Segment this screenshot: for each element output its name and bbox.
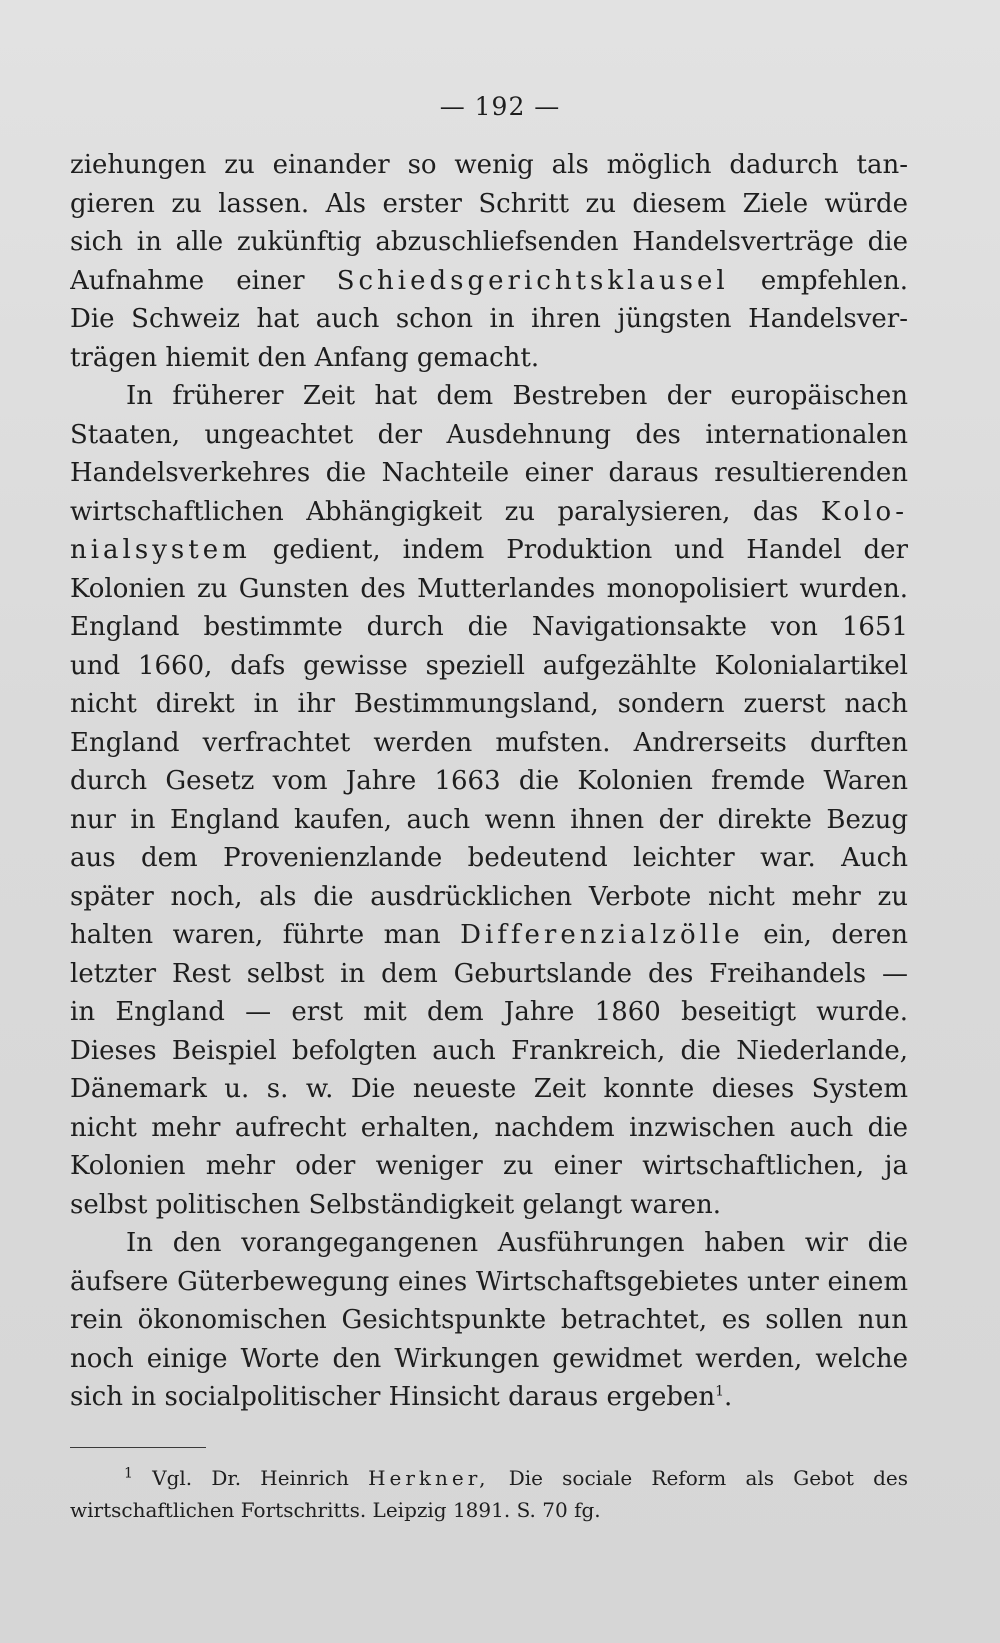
text-line: letzter Rest selbst in dem Geburtslande des Freihandels — <box>70 958 908 989</box>
text-line: Kolonien zu Gunsten des Mutterlandes monopolisiert wurden. <box>70 573 908 604</box>
text-line: Die Schweiz hat auch schon in ihren jüngsten Handelsver- <box>70 304 908 334</box>
text-line: selbst politischen Selbständigkeit gelangt waren. <box>70 1189 721 1220</box>
text-line: ziehungen zu einander so wenig als möglich dadurch tan- <box>70 150 908 180</box>
text-line: Aufnahme einer Schiedsgerichtsklausel empfehlen. <box>70 265 908 296</box>
text-line: Kolonien mehr oder weniger zu einer wirtschaftlichen, ja <box>70 1151 908 1181</box>
text-line: aus dem Provenienzlande bedeutend leichter war. Auch <box>70 843 908 873</box>
text-line: äufsere Güterbewegung eines Wirtschaftsgebietes unter einem <box>70 1266 908 1297</box>
text-line: in England — erst mit dem Jahre 1860 beseitigt wurde. <box>70 997 908 1027</box>
footnote-line: wirtschaftlichen Fortschritts. Leipzig 1891. S. 70 fg. <box>70 1498 601 1522</box>
spaced-term: Kolo- <box>820 496 908 527</box>
spaced-term: Differenzialzölle <box>460 920 744 950</box>
text-line: wirtschaftlichen Abhängigkeit zu paralysieren, das Kolo- <box>70 496 908 527</box>
text-line: nicht mehr aufrecht erhalten, nachdem inzwischen auch die <box>70 1112 908 1143</box>
paragraph-start: In den vorangegangenen Ausführungen haben wir die <box>126 1228 908 1258</box>
page-number: — 192 — <box>439 92 561 121</box>
text-line: rein ökonomischen Gesichtspunkte betrachtet, es sollen nun <box>70 1305 908 1335</box>
text-line: gieren zu lassen. Als erster Schritt zu diesem Ziele würde <box>70 188 908 219</box>
footnote-line: $^1$ Vgl. Dr. Heinrich Herkner, Die sociale Reform als Gebot des <box>124 1465 908 1490</box>
text-line: nur in England kaufen, auch wenn ihnen der direkte Bezug <box>70 804 908 835</box>
footnote <box>70 1462 908 1526</box>
text-line: durch Gesetz vom Jahre 1663 die Kolonien fremde Waren <box>70 766 908 796</box>
text-line: trägen hiemit den Anfang gemacht. <box>70 342 540 373</box>
spaced-term: Schiedsgerichtsklausel <box>336 265 729 296</box>
footnote-marker: 1 <box>124 1465 133 1482</box>
text-line: halten waren, führte man Differenzialzölle ein, deren <box>70 920 908 950</box>
text-line: später noch, als die ausdrücklichen Verbote nicht mehr zu <box>70 881 908 912</box>
text-line: England verfrachtet werden mufsten. Andrerseits durften <box>70 727 908 758</box>
text-line: Handelsverkehres die Nachteile einer daraus resultierenden <box>70 458 908 488</box>
spaced-term: Herkner, <box>368 1466 490 1490</box>
paragraph-start: In früherer Zeit hat dem Bestreben der europäischen <box>126 381 908 411</box>
text-line: Dieses Beispiel befolgten auch Frankreich, die Niederlande, <box>70 1035 908 1066</box>
text-line: Staaten, ungeachtet der Ausdehnung des internationalen <box>70 419 908 450</box>
text-line: England bestimmte durch die Navigationsakte von 1651 <box>70 612 908 642</box>
text-line: Dänemark u. s. w. Die neueste Zeit konnte dieses System <box>70 1074 908 1104</box>
text-line: sich in alle zukünftig abzuschliefsenden Handelsverträge die <box>70 227 908 257</box>
text-line: nialsystem gedient, indem Produktion und Handel der <box>70 535 908 565</box>
spaced-term: nialsystem <box>70 535 251 565</box>
text-line: noch einige Worte den Wirkungen gewidmet werden, welche <box>70 1343 908 1374</box>
footnote-divider <box>70 1447 206 1448</box>
text-line: und 1660, dafs gewisse speziell aufgezählte Kolonialartikel <box>70 650 908 681</box>
text-line: sich in socialpolitischer Hinsicht daraus ergeben$^1$. <box>70 1382 733 1412</box>
text-line: nicht direkt in ihr Bestimmungsland, sondern zuerst nach <box>70 689 908 719</box>
main-text <box>70 146 908 1417</box>
footnote-ref: 1 <box>715 1383 725 1400</box>
